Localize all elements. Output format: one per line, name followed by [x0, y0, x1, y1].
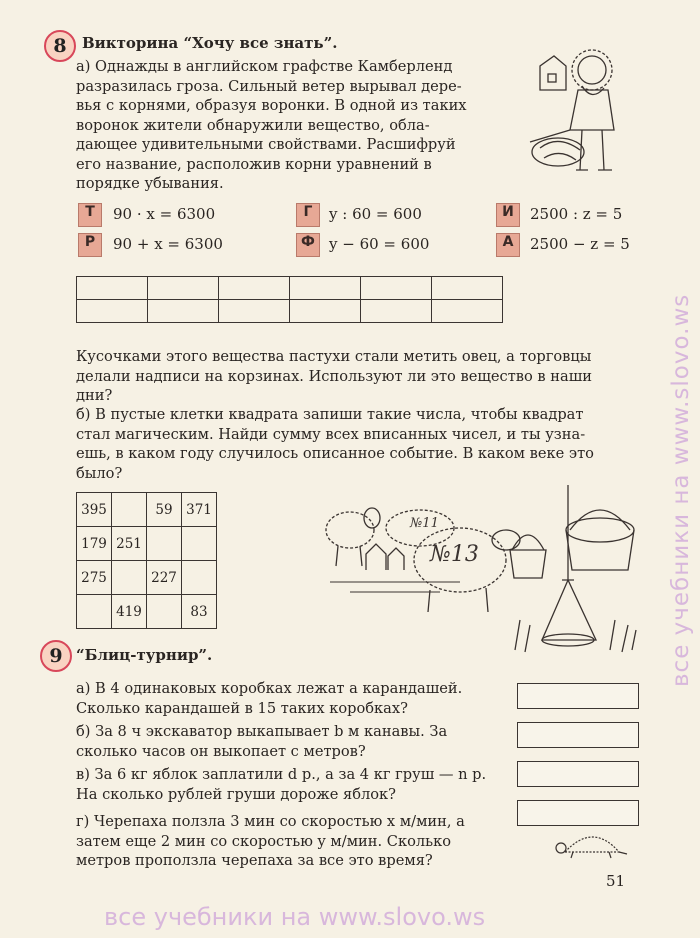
answer-box-c[interactable] [517, 761, 639, 787]
answer-cell[interactable] [432, 300, 503, 323]
task8-part-b [76, 405, 656, 483]
vertical-watermark: все учебники на www.slovo.ws [668, 293, 694, 687]
magic-cell-empty[interactable] [147, 527, 182, 561]
magic-cell-empty[interactable] [182, 561, 217, 595]
magic-cell: 419 [112, 595, 147, 629]
task-number-8: 8 [44, 30, 76, 62]
answer-cell[interactable] [290, 300, 361, 323]
answer-cell[interactable] [290, 277, 361, 300]
equation-text: 90 + x = 6300 [113, 235, 223, 253]
task9-title: “Блиц-турнир”. [76, 646, 213, 664]
answer-cell[interactable] [219, 300, 290, 323]
equation-letter-badge: Г [296, 203, 320, 227]
man-with-glasses-illustration [510, 30, 640, 195]
text-line: б) В пустые клетки квадрата запиши такие числа, чтобы квадрат [76, 406, 584, 423]
sheep-number-label-2: №11 [410, 516, 439, 531]
text-line: стал магическим. Найди сумму всех вписанных чисел, и ты узна- [76, 425, 586, 443]
text-line: Кусочками этого вещества пастухи стали метить овец, а торговцы [76, 348, 592, 365]
magic-cell: 395 [77, 493, 112, 527]
text-line: затем еще 2 мин со скоростью y м/мин. Сколько [76, 832, 451, 850]
text-line: делали надписи на корзинах. Используют ли это вещество в наши [76, 367, 592, 385]
equation-text: 2500 − z = 5 [530, 235, 630, 253]
equation-text: y − 60 = 600 [329, 235, 430, 253]
sheep-and-baskets-illustration [310, 480, 650, 660]
sheep-number-label: №13 [430, 542, 479, 567]
magic-cell: 275 [77, 561, 112, 595]
equation-text: 2500 : z = 5 [530, 205, 623, 223]
equation-text: y : 60 = 600 [329, 205, 422, 223]
question-c [76, 765, 516, 804]
text-line: дающее удивительными свойствами. Расшифруй [76, 136, 456, 153]
magic-cell: 371 [182, 493, 217, 527]
task8-part-a [76, 57, 506, 194]
text-line: Сколько карандашей в 15 таких коробках? [76, 699, 408, 717]
equation-letter-badge: Ф [296, 233, 320, 257]
text-line: было? [76, 464, 123, 482]
text-line: вья с корнями, образуя воронки. В одной из таких [76, 97, 467, 114]
answer-grid [76, 276, 503, 323]
task8-after-table [76, 347, 656, 406]
equation-letter-badge: А [496, 233, 520, 257]
answer-box-b[interactable] [517, 722, 639, 748]
magic-cell: 227 [147, 561, 182, 595]
answer-cell[interactable] [361, 277, 432, 300]
answer-cell[interactable] [148, 277, 219, 300]
magic-cell: 179 [77, 527, 112, 561]
page-number: 51 [606, 872, 626, 890]
magic-square [76, 492, 217, 629]
text-line: а) В 4 одинаковых коробках лежат a карандашей. [76, 680, 463, 697]
task8-title: Викторина “Хочу все знать”. [82, 34, 338, 52]
equation-text: 90 · x = 6300 [113, 205, 216, 223]
text-line: ешь, в каком году случилось описанное событие. В каком веке это [76, 445, 594, 462]
text-line: сколько часов он выкопает c метров? [76, 742, 366, 760]
text-line: а) Однажды в английском графстве Камберленд [76, 58, 453, 75]
equation-letter-badge: Т [78, 203, 102, 227]
text-line: воронок жители обнаружили вещество, обла- [76, 116, 430, 134]
answer-cell[interactable] [432, 277, 503, 300]
answer-cell[interactable] [148, 300, 219, 323]
magic-cell-empty[interactable] [182, 527, 217, 561]
question-d [76, 812, 516, 871]
text-line: в) За 6 кг яблок заплатили d р., а за 4 кг груш — n р. [76, 766, 487, 783]
bottom-watermark: все учебники на www.slovo.ws [104, 903, 486, 931]
text-line: его название, расположив корни уравнений в [76, 155, 432, 173]
text-line: дни? [76, 387, 113, 404]
magic-cell: 83 [182, 595, 217, 629]
text-line: метров проползла черепаха за все это время? [76, 852, 433, 869]
answer-box-a[interactable] [517, 683, 639, 709]
question-b [76, 722, 516, 761]
answer-cell[interactable] [361, 300, 432, 323]
magic-cell: 59 [147, 493, 182, 527]
text-line: б) За 8 ч экскаватор выкапывает b м канавы. За [76, 723, 448, 740]
task-number-9: 9 [40, 640, 72, 672]
text-line: На сколько рублей груши дороже яблок? [76, 785, 397, 803]
answer-cell[interactable] [219, 277, 290, 300]
question-a [76, 679, 516, 718]
magic-cell-empty[interactable] [77, 595, 112, 629]
answer-box-d[interactable] [517, 800, 639, 826]
equation-letter-badge: И [496, 203, 520, 227]
equation-letter-badge: Р [78, 233, 102, 257]
magic-cell-empty[interactable] [112, 493, 147, 527]
text-line: разразилась гроза. Сильный ветер вырывал дере- [76, 77, 462, 95]
magic-cell: 251 [112, 527, 147, 561]
answer-cell[interactable] [77, 300, 148, 323]
text-line: г) Черепаха ползла 3 мин со скоростью x м/мин, а [76, 813, 465, 830]
answer-cell[interactable] [77, 277, 148, 300]
turtle-illustration [553, 826, 633, 862]
text-line: порядке убывания. [76, 175, 224, 192]
magic-cell-empty[interactable] [147, 595, 182, 629]
magic-cell-empty[interactable] [112, 561, 147, 595]
